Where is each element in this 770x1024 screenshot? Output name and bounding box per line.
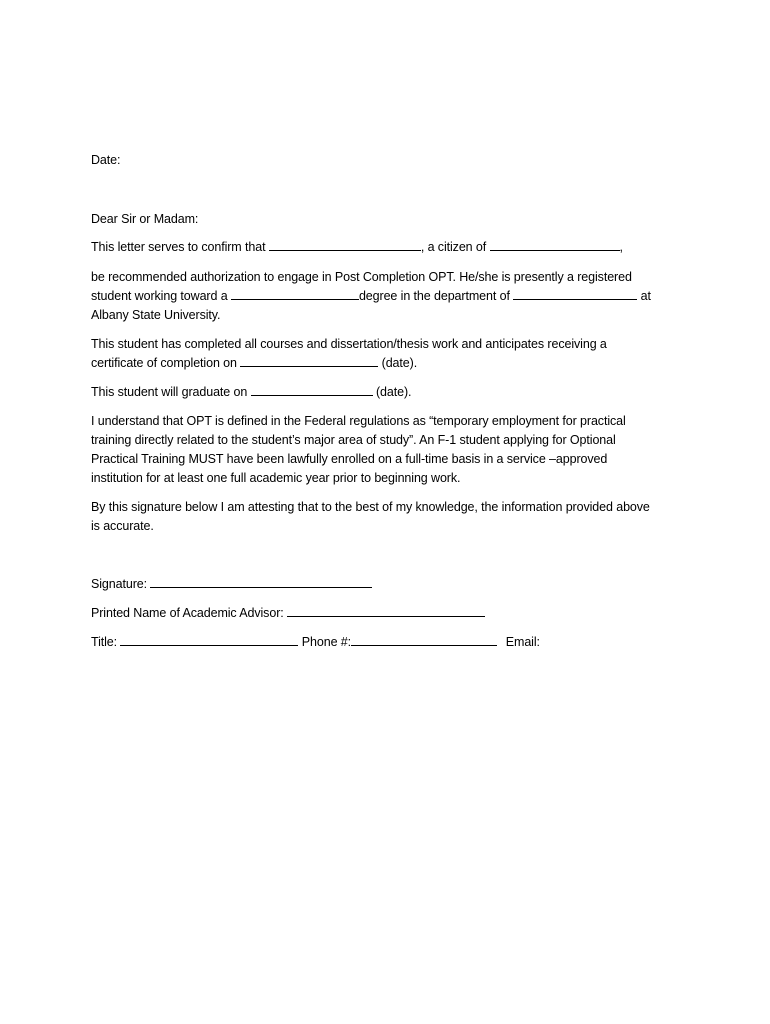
confirm-comma: , [619, 240, 623, 254]
advisor-label: Printed Name of Academic Advisor: [91, 606, 284, 620]
graduation-date-blank[interactable] [251, 383, 373, 396]
graduate-line [91, 383, 411, 401]
graduation-date-label: (date). [375, 385, 412, 399]
title-blank[interactable] [120, 633, 298, 646]
citizen-label: , a citizen of [420, 240, 487, 254]
date-label: Date: [91, 153, 121, 167]
completion-line-2 [91, 354, 417, 372]
contact-line [91, 633, 540, 651]
opt-line-2: training directly related to the student’s major area of study”. An F-1 student applying for Optional [91, 433, 616, 447]
attest-line-2: is accurate. [91, 519, 154, 533]
degree-label: degree in the department of [358, 289, 510, 303]
graduate-prefix: This student will graduate on [91, 385, 248, 399]
recommend-line-3: Albany State University. [91, 308, 221, 322]
signature-label: Signature: [91, 577, 147, 591]
at-label: at [640, 289, 651, 303]
phone-label: Phone #: [301, 635, 352, 649]
completion-date-label: (date). [381, 356, 418, 370]
title-label: Title: [91, 635, 118, 649]
opt-line-1: I understand that OPT is defined in the Federal regulations as “temporary employment for practical [91, 414, 626, 428]
student-name-blank[interactable] [269, 238, 421, 251]
recommend-line-2 [91, 287, 651, 305]
confirm-line [91, 238, 623, 256]
attest-line-1: By this signature below I am attesting that to the best of my knowledge, the information provided above [91, 500, 650, 514]
department-blank[interactable] [513, 287, 637, 300]
degree-prefix: student working toward a [91, 289, 228, 303]
advisor-line [91, 604, 485, 622]
signature-blank[interactable] [150, 575, 372, 588]
completion-line-1: This student has completed all courses and dissertation/thesis work and anticipates receiving a [91, 337, 607, 351]
completion-prefix: certificate of completion on [91, 356, 237, 370]
opt-line-3: Practical Training MUST have been lawfully enrolled on a full-time basis in a service –approved [91, 452, 608, 466]
degree-blank[interactable] [231, 287, 359, 300]
opt-line-4: institution for at least one full academic year prior to beginning work. [91, 471, 461, 485]
citizenship-blank[interactable] [490, 238, 620, 251]
completion-date-blank[interactable] [240, 354, 378, 367]
salutation: Dear Sir or Madam: [91, 212, 199, 226]
signature-line [91, 575, 372, 593]
phone-blank[interactable] [351, 633, 497, 646]
recommend-line-1: be recommended authorization to engage in Post Completion OPT. He/she is presently a registered [91, 270, 632, 284]
confirm-prefix: This letter serves to confirm that [91, 240, 266, 254]
advisor-name-blank[interactable] [287, 604, 485, 617]
email-label: Email: [505, 635, 540, 649]
